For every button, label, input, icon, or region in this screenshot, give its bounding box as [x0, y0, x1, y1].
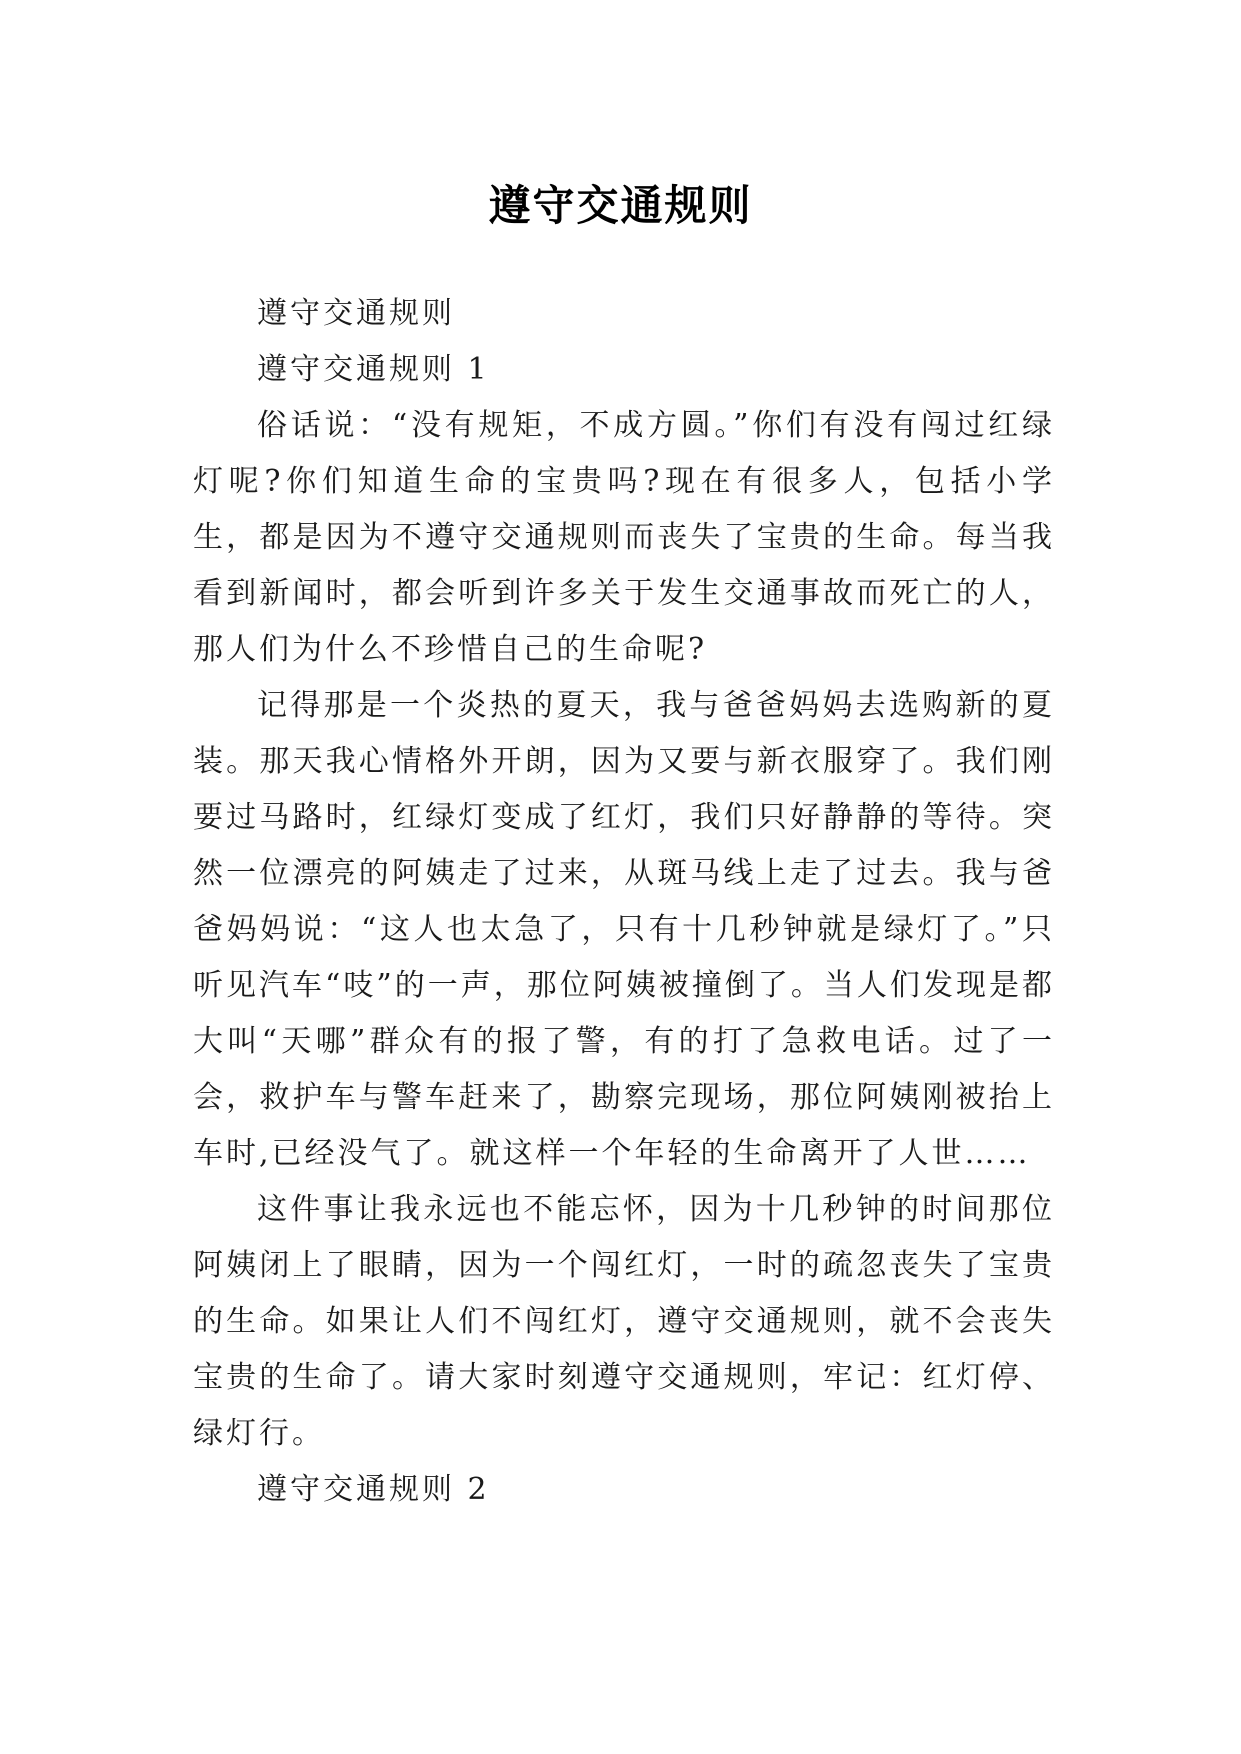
- document-title: 遵守交通规则: [488, 181, 753, 231]
- section-heading-1: 遵守交通规则 1: [257, 352, 490, 387]
- paragraph: 俗话说：“没有规矩，不成方圆。”你们有没有闯过红绿灯呢?你们知道生命的宝贵吗?现在有很多人，包括小学生，都是因为不遵守交通规则而丧失了宝贵的生命。每当我看到新闻时，都会听到许多关于发生交通事故而死亡的人，那人们为什么不珍惜自己的生命呢?: [193, 408, 1055, 667]
- paragraph: 这件事让我永远也不能忘怀，因为十几秒钟的时间那位阿姨闭上了眼睛，因为一个闯红灯，一时的疏忽丧失了宝贵的生命。如果让人们不闯红灯，遵守交通规则，就不会丧失宝贵的生命了。请大家时刻遵守交通规则，牢记：红灯停、绿灯行。: [193, 1192, 1055, 1451]
- section-heading-2: 遵守交通规则 2: [257, 1472, 490, 1507]
- paragraph: 记得那是一个炎热的夏天，我与爸爸妈妈去选购新的夏装。那天我心情格外开朗，因为又要与新衣服穿了。我们刚要过马路时，红绿灯变成了红灯，我们只好静静的等待。突然一位漂亮的阿姨走了过来，从斑马线上走了过去。我与爸爸妈妈说：“这人也太急了，只有十几秒钟就是绿灯了。”只听见汽车“吱”的一声，那位阿姨被撞倒了。当人们发现是都大叫“天哪”群众有的报了警，有的打了急救电话。过了一会，救护车与警车赶来了，勘察完现场，那位阿姨刚被抬上车时,已经没气了。就这样一个年轻的生命离开了人世……: [193, 688, 1055, 1171]
- paragraph-subtitle: 遵守交通规则: [257, 296, 455, 331]
- document-body: [193, 286, 1055, 1518]
